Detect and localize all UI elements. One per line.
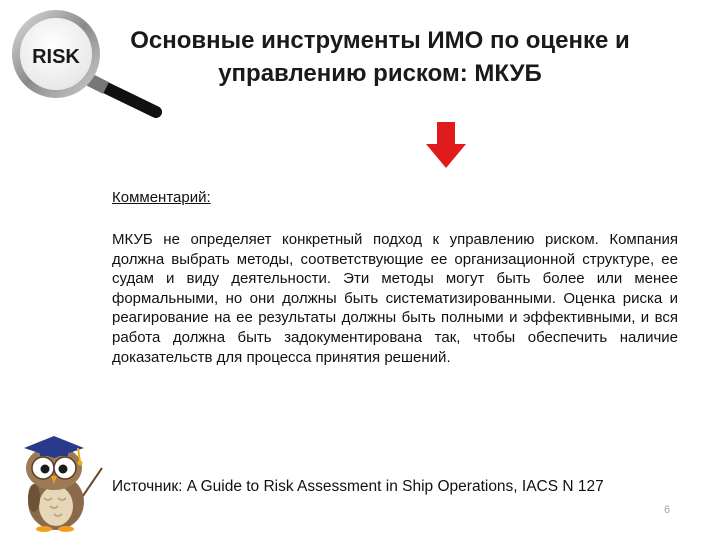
title-line-1: Основные инструменты ИМО по оценке и xyxy=(130,27,630,54)
page-number: 6 xyxy=(664,504,671,516)
arrow-down-icon xyxy=(426,122,466,168)
slide-title xyxy=(60,24,700,90)
comment-body: МКУБ не определяет конкретный подход к управлению риском. Компания должна выбрать методы, соответствующие ее организационной структуре, ее судам и виду деятельности. Эти методы могут быть более или менее формальными, но они должны быть систематизированными. Оценка риска и реагирование на ее результаты должны быть полными и эффективными, и вся работа должна быть задокументирована так, чтобы обеспечить наличие доказательств для процесса принятия решений. xyxy=(112,231,678,366)
title-line-2: управлению риском: МКУБ xyxy=(218,60,542,87)
logo-text: RISK xyxy=(32,46,80,68)
comment-label: Комментарий: xyxy=(112,189,211,206)
source-citation: Источник: A Guide to Risk Assessment in Ship Operations, IACS N 127 xyxy=(112,478,604,495)
owl-teacher-icon xyxy=(14,428,114,533)
